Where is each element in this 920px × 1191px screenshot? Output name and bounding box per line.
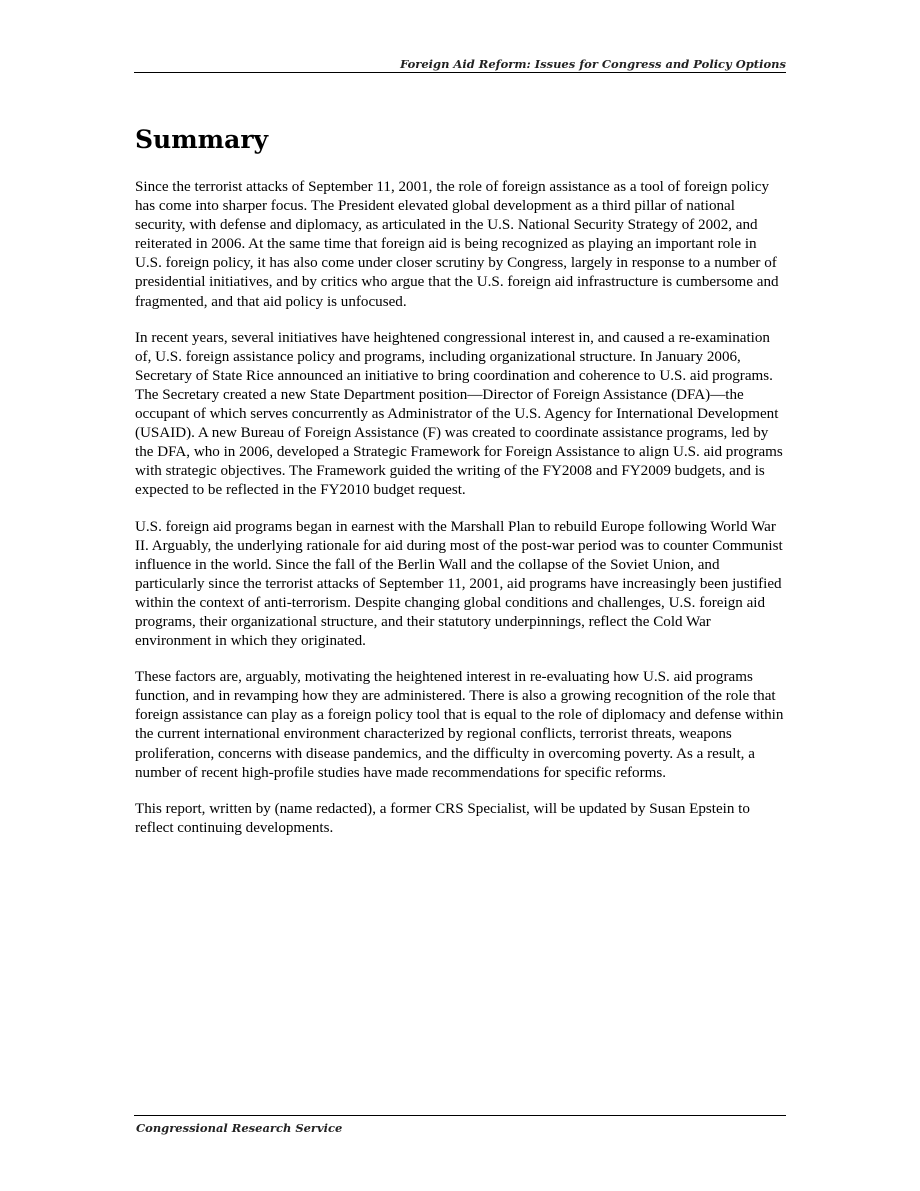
footer-divider — [134, 1115, 786, 1116]
summary-paragraph-1: Since the terrorist attacks of September 11, 2001, the role of foreign assistance as a tool of foreign policy has come into sharper focus. The President elevated global development as a third pillar of national security, with defense and diplomacy, as articulated in the U.S. National Security Strategy of 2002, and reiterated in 2006. At the same time that foreign aid is being recognized as playing an important role in U.S. foreign policy, it has also come under closer scrutiny by Congress, largely in response to a number of presidential initiatives, and by critics who argue that the U.S. foreign aid infrastructure is cumbersome and fragmented, and that aid policy is unfocused. — [135, 179, 779, 310]
summary-paragraph-2: In recent years, several initiatives have heightened congressional interest in, and caused a re-examination of, U.S. foreign assistance policy and programs, including organizational structure. In January 2006, Secretary of State Rice announced an initiative to bring coordination and coherence to U.S. aid programs. The Secretary created a new State Department position—Director of Foreign Assistance (DFA)—the occupant of which serves concurrently as Administrator of the U.S. Agency for International Development (USAID). A new Bureau of Foreign Assistance (F) was created to coordinate assistance programs, led by the DFA, who in 2006, developed a Strategic Framework for Foreign Assistance to align U.S. aid programs with strategic objectives. The Framework guided the writing of the FY2008 and FY2009 budgets, and is expected to be reflected in the FY2010 budget request. — [135, 329, 783, 499]
summary-paragraph-3: U.S. foreign aid programs began in earnest with the Marshall Plan to rebuild Europe following World War II. Arguably, the underlying rationale for aid during most of the post-war period was to counter Communist influence in the world. Since the fall of the Berlin Wall and the collapse of the Soviet Union, and particularly since the terrorist attacks of September 11, 2001, aid programs have increasingly been justified within the context of anti-terrorism. Despite changing global conditions and challenges, U.S. foreign aid programs, their organizational structure, and their statutory underpinnings, reflect the Cold War environment in which they originated. — [135, 518, 783, 650]
running-footer: Congressional Research Service — [136, 1121, 343, 1135]
page-title: Summary — [135, 125, 269, 154]
header-divider — [134, 72, 786, 73]
summary-paragraph-4: These factors are, arguably, motivating the heightened interest in re-evaluating how U.S. aid programs function, and in revamping how they are administered. There is also a growing recognition of the role that foreign assistance can play as a foreign policy tool that is equal to the role of diplomacy and defense within the current international environment characterized by regional conflicts, terrorist threats, weapons proliferation, concerns with disease pandemics, and the difficulty in overcoming poverty. As a result, a number of recent high-profile studies have made recommendations for specific reforms. — [135, 669, 784, 781]
summary-body — [135, 178, 787, 855]
running-header: Foreign Aid Reform: Issues for Congress and Policy Options — [400, 57, 786, 71]
summary-paragraph-5: This report, written by (name redacted), a former CRS Specialist, will be updated by Susan Epstein to reflect continuing developments. — [135, 800, 750, 836]
